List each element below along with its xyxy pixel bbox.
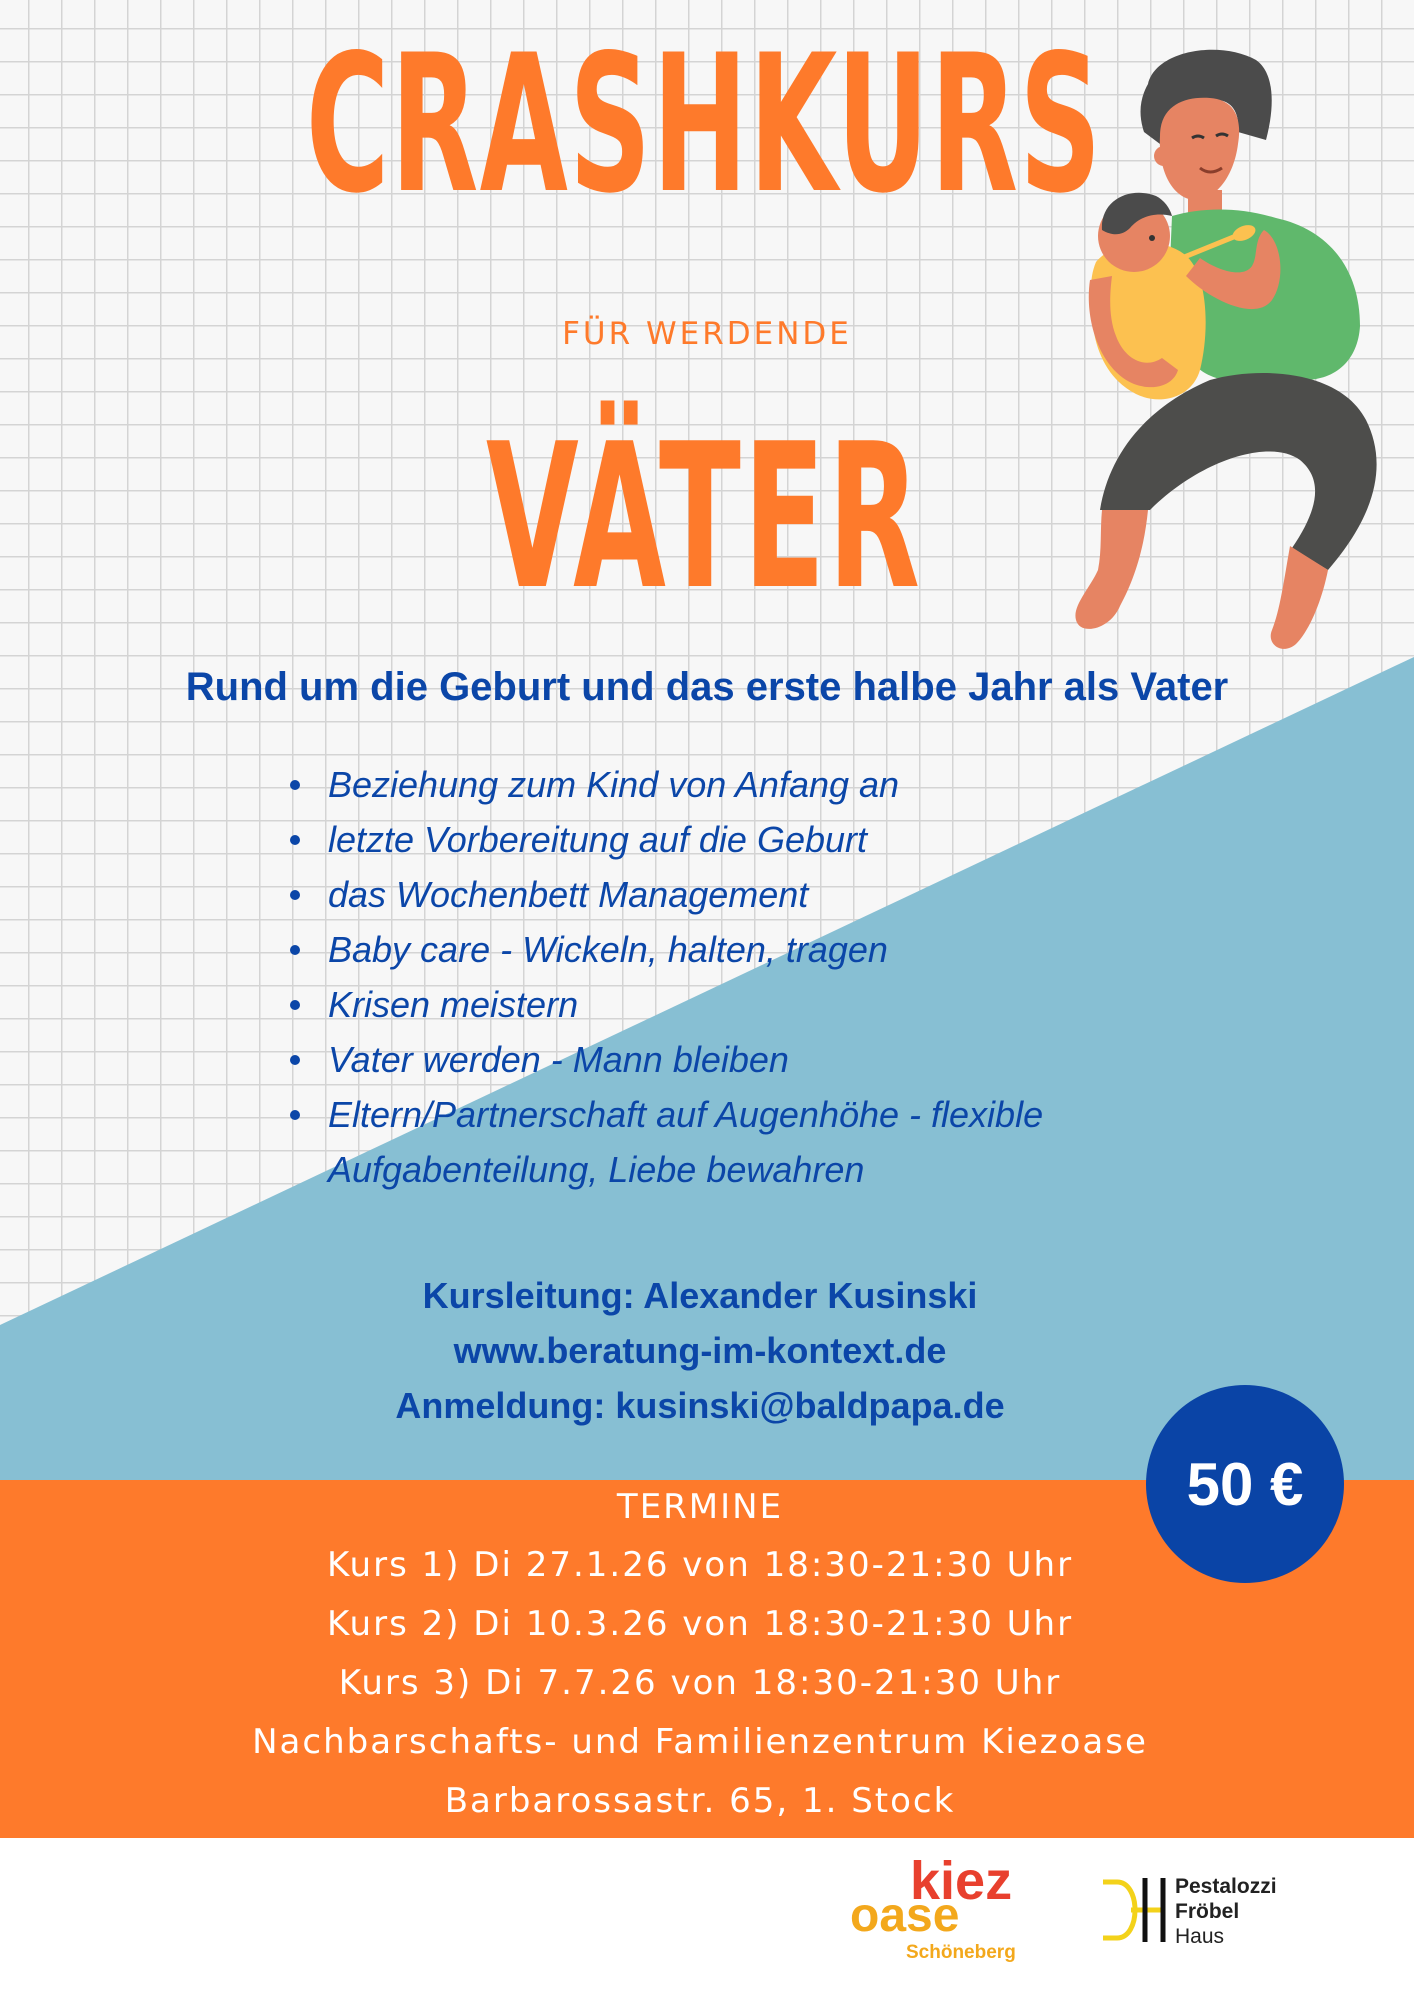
pfh-logo-line: Haus [1175, 1925, 1225, 1948]
list-item: Beziehung zum Kind von Anfang an [290, 757, 1190, 812]
venue-name: Nachbarschafts- und Familienzentrum Kiezoase [252, 1722, 1148, 1762]
list-item: Baby care - Wickeln, halten, tragen [290, 922, 1190, 977]
list-item: Krisen meistern [290, 977, 1190, 1032]
date-item: Kurs 2) Di 10.3.26 von 18:30-21:30 Uhr [326, 1604, 1074, 1644]
website-link[interactable]: www.beratung-im-kontext.de [453, 1330, 947, 1371]
list-item: Eltern/Partnerschaft auf Augenhöhe - flexible Aufgabenteilung, Liebe bewahren [290, 1087, 1190, 1197]
pfh-logo-text [1175, 1874, 1277, 1949]
list-item: Vater werden - Mann bleiben [290, 1032, 1190, 1087]
date-item: Kurs 1) Di 27.1.26 von 18:30-21:30 Uhr [326, 1545, 1074, 1585]
kiezoase-logo [850, 1848, 1050, 1966]
registration-email[interactable]: Anmeldung: kusinski@baldpapa.de [395, 1385, 1005, 1426]
page-title: CRASHKURS [305, 14, 1103, 235]
pfh-logo-line: Fröbel [1175, 1900, 1240, 1923]
page-title-secondary: VÄTER [485, 401, 923, 634]
page-subtitle: FÜR WERDENDE [562, 316, 852, 352]
kiezoase-logo-word-oase: oase [850, 1889, 960, 1942]
pfh-logo [1095, 1870, 1345, 1950]
venue-address: Barbarossastr. 65, 1. Stock [444, 1781, 956, 1821]
headline: Rund um die Geburt und das erste halbe Jahr als Vater [185, 665, 1229, 709]
kiezoase-logo-subtitle: Schöneberg [906, 1942, 1016, 1963]
price-label: 50 € [1186, 1450, 1304, 1518]
list-item: das Wochenbett Management [290, 867, 1190, 922]
price-badge [1146, 1385, 1344, 1583]
topics-list [290, 757, 1190, 1197]
course-leader: Kursleitung: Alexander Kusinski [422, 1275, 978, 1316]
dates-heading: TERMINE [616, 1487, 784, 1527]
date-item: Kurs 3) Di 7.7.26 von 18:30-21:30 Uhr [338, 1663, 1062, 1703]
pfh-logo-mark [1095, 1870, 1175, 1950]
list-item: letzte Vorbereitung auf die Geburt [290, 812, 1190, 867]
pfh-logo-line: Pestalozzi [1175, 1875, 1277, 1898]
kiezoase-logo-word-kiez: kiez [910, 1851, 1013, 1911]
